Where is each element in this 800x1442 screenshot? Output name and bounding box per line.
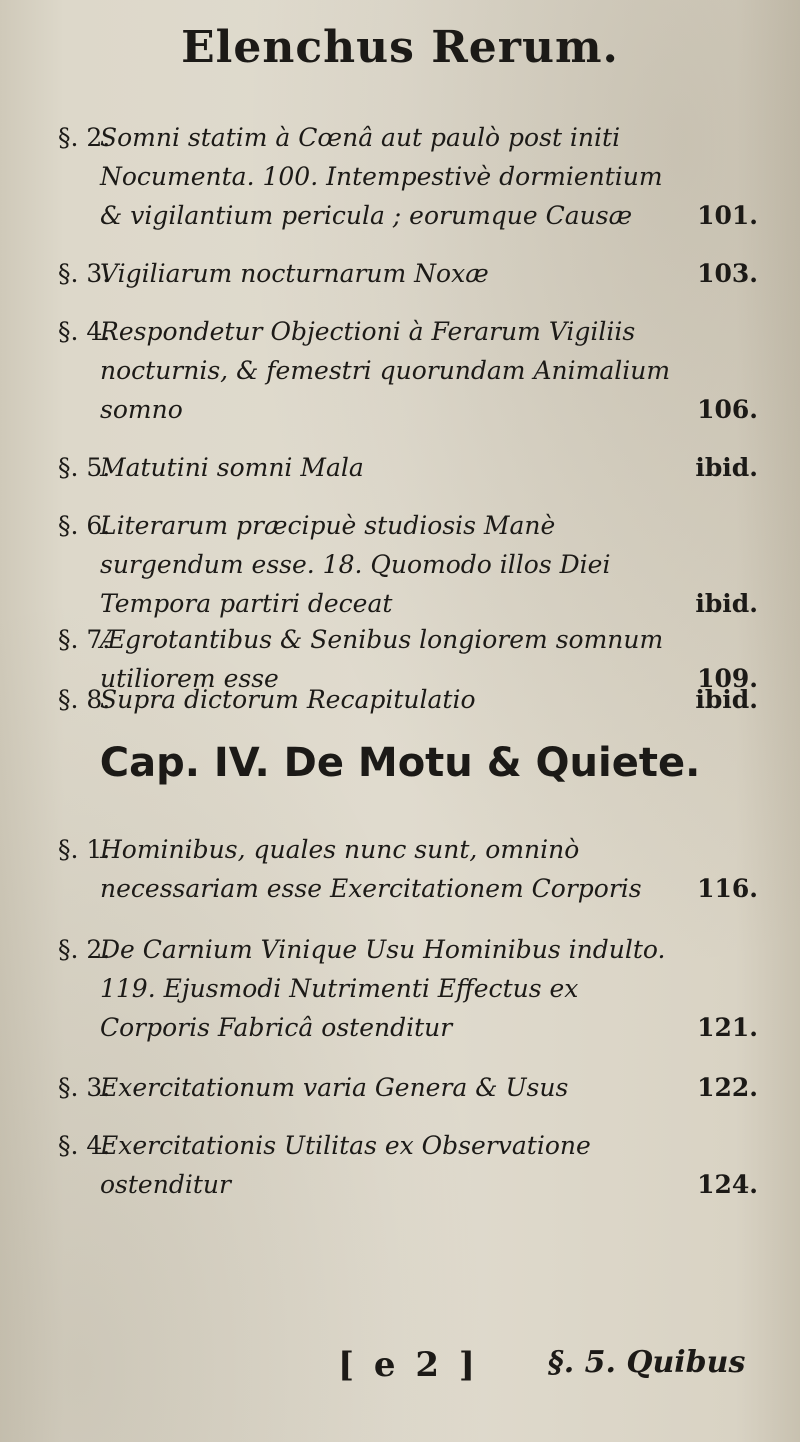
toc-entry (58, 830, 758, 908)
section-title: Respondetur Objectioni à Ferarum Vigiliis nocturnis, & femestri quorundam Animalium somno (100, 317, 671, 424)
toc-entry (58, 448, 758, 487)
section-number: §. 1. (58, 835, 111, 864)
section-number: §. 2. (58, 935, 111, 964)
section-number: §. 3. (58, 1073, 111, 1102)
page-reference: ibid. (695, 453, 758, 482)
toc-entry (58, 1068, 758, 1107)
toc-entry (58, 254, 758, 293)
page-reference: ibid. (695, 589, 758, 618)
catchword: §. 5. Quibus (548, 1345, 746, 1380)
running-title: Elenchus Rerum. (181, 22, 619, 73)
toc-entry (58, 1126, 758, 1204)
page-reference: 122. (697, 1073, 758, 1102)
section-title: Ægrotantibus & Senibus longiorem somnum utiliorem esse (100, 625, 664, 693)
section-number: §. 7. (58, 625, 111, 654)
page-reference: 101. (697, 201, 758, 230)
section-number: §. 2. (58, 123, 111, 152)
section-title: Somni statim à Cœnâ aut paulò post initi Nocumenta. 100. Intempestivè dormientium & vigilantium pericula ; eorumque Causæ (100, 123, 663, 230)
page-reference: 121. (697, 1013, 758, 1042)
section-title: Supra dictorum Recapitulatio (100, 685, 476, 714)
section-number: §. 4. (58, 317, 111, 346)
page-reference: 106. (697, 395, 758, 424)
section-number: §. 6. (58, 511, 111, 540)
page-reference: 116. (697, 874, 758, 903)
section-title: Exercitationis Utilitas ex Observatione ostenditur (100, 1131, 591, 1199)
chapter-heading: Cap. IV. De Motu & Quiete. (99, 740, 701, 786)
section-title: Hominibus, quales nunc sunt, omninò necessariam esse Exercitationem Corporis (100, 835, 642, 903)
section-title: Exercitationum varia Genera & Usus (100, 1073, 569, 1102)
signature-mark: [ e 2 ] (338, 1345, 479, 1385)
section-title: Literarum præcipuè studiosis Manè surgendum esse. 18. Quomodo illos Diei Tempora partiri deceat (100, 511, 611, 618)
toc-entry (58, 506, 758, 623)
page-reference: 124. (697, 1170, 758, 1199)
section-title: Matutini somni Mala (100, 453, 364, 482)
section-number: §. 4. (58, 1131, 111, 1160)
section-title: Vigiliarum nocturnarum Noxæ (100, 259, 489, 288)
page-reference: 109. (697, 664, 758, 693)
toc-entry (58, 930, 758, 1047)
toc-entry (58, 118, 758, 235)
page-reference: 103. (697, 259, 758, 288)
toc-entry (58, 680, 758, 719)
section-number: §. 5. (58, 453, 111, 482)
toc-entry (58, 312, 758, 429)
section-number: §. 8. (58, 685, 111, 714)
page-reference: ibid. (695, 685, 758, 714)
section-title: De Carnium Vinique Usu Hominibus indulto. 119. Ejusmodi Nutrimenti Effectus ex Corporis Fabricâ ostenditur (100, 935, 666, 1042)
section-number: §. 3. (58, 259, 111, 288)
